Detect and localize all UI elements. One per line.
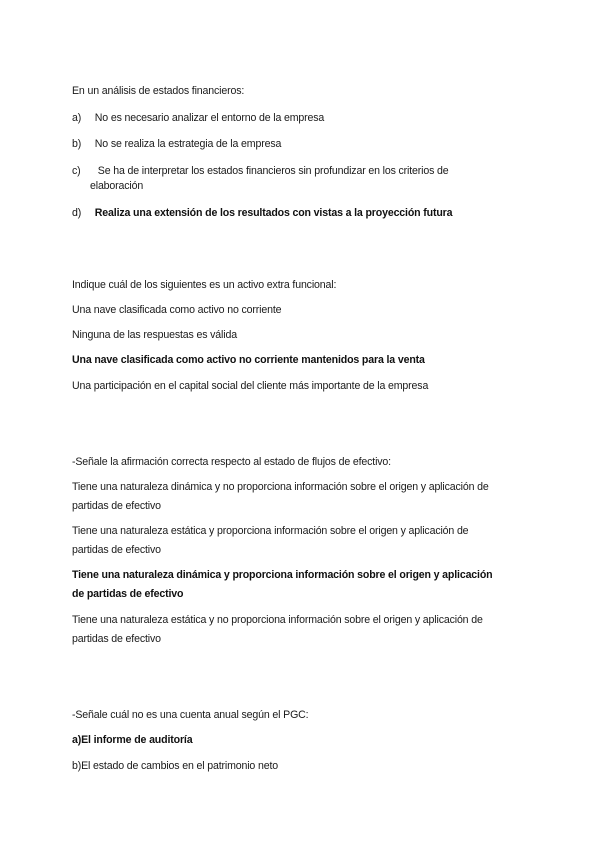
question-1-prompt: En un análisis de estados financieros: [72,85,245,97]
option-text: No es necesario analizar el entorno de la empresa [94,112,325,124]
question-3-option-2-line-1: Tiene una naturaleza estática y proporciona información sobre el origen y aplicación de [72,525,469,537]
question-1-option-c-continuation: elaboración [90,180,144,192]
question-3-option-2-line-2: partidas de efectivo [72,544,161,556]
option-text: Se ha de interpretar los estados financieros sin profundizar en los criterios de [97,165,449,177]
question-1-option-c [72,164,449,178]
question-2-option-1: Una nave clasificada como activo no corriente [72,304,282,316]
question-4-option-a-correct: a)El informe de auditoría [72,734,193,746]
question-3-option-3-line-2-correct: de partidas de efectivo [72,588,184,600]
question-2-option-3-correct: Una nave clasificada como activo no corriente mantenidos para la venta [72,354,425,366]
question-2-option-2: Ninguna de las respuestas es válida [72,329,237,341]
question-3-option-1-line-2: partidas de efectivo [72,500,161,512]
option-marker: b) [72,138,82,150]
question-4-prompt: -Señale cuál no es una cuenta anual según el PGC: [72,709,309,721]
question-3-option-4-line-1: Tiene una naturaleza estática y no proporciona información sobre el origen y aplicación de [72,614,483,626]
question-1-option-a [72,111,324,125]
question-1-option-d [72,206,452,220]
option-text-correct: Realiza una extensión de los resultados con vistas a la proyección futura [94,207,453,219]
option-marker: d) [72,207,82,219]
question-3-option-4-line-2: partidas de efectivo [72,633,161,645]
question-2-prompt: Indique cuál de los siguientes es un activo extra funcional: [72,279,337,291]
option-marker: a) [72,112,82,124]
question-4-option-b: b)El estado de cambios en el patrimonio neto [72,760,278,772]
question-3-option-3-line-1-correct: Tiene una naturaleza dinámica y proporciona información sobre el origen y aplicación [72,569,493,581]
question-1-option-b [72,137,281,151]
question-2-option-4: Una participación en el capital social del cliente más importante de la empresa [72,380,429,392]
question-3-option-1-line-1: Tiene una naturaleza dinámica y no proporciona información sobre el origen y aplicación de [72,481,489,493]
question-3-prompt: -Señale la afirmación correcta respecto al estado de flujos de efectivo: [72,456,391,468]
option-text: No se realiza la estrategia de la empresa [94,138,282,150]
option-marker: c) [72,165,81,177]
